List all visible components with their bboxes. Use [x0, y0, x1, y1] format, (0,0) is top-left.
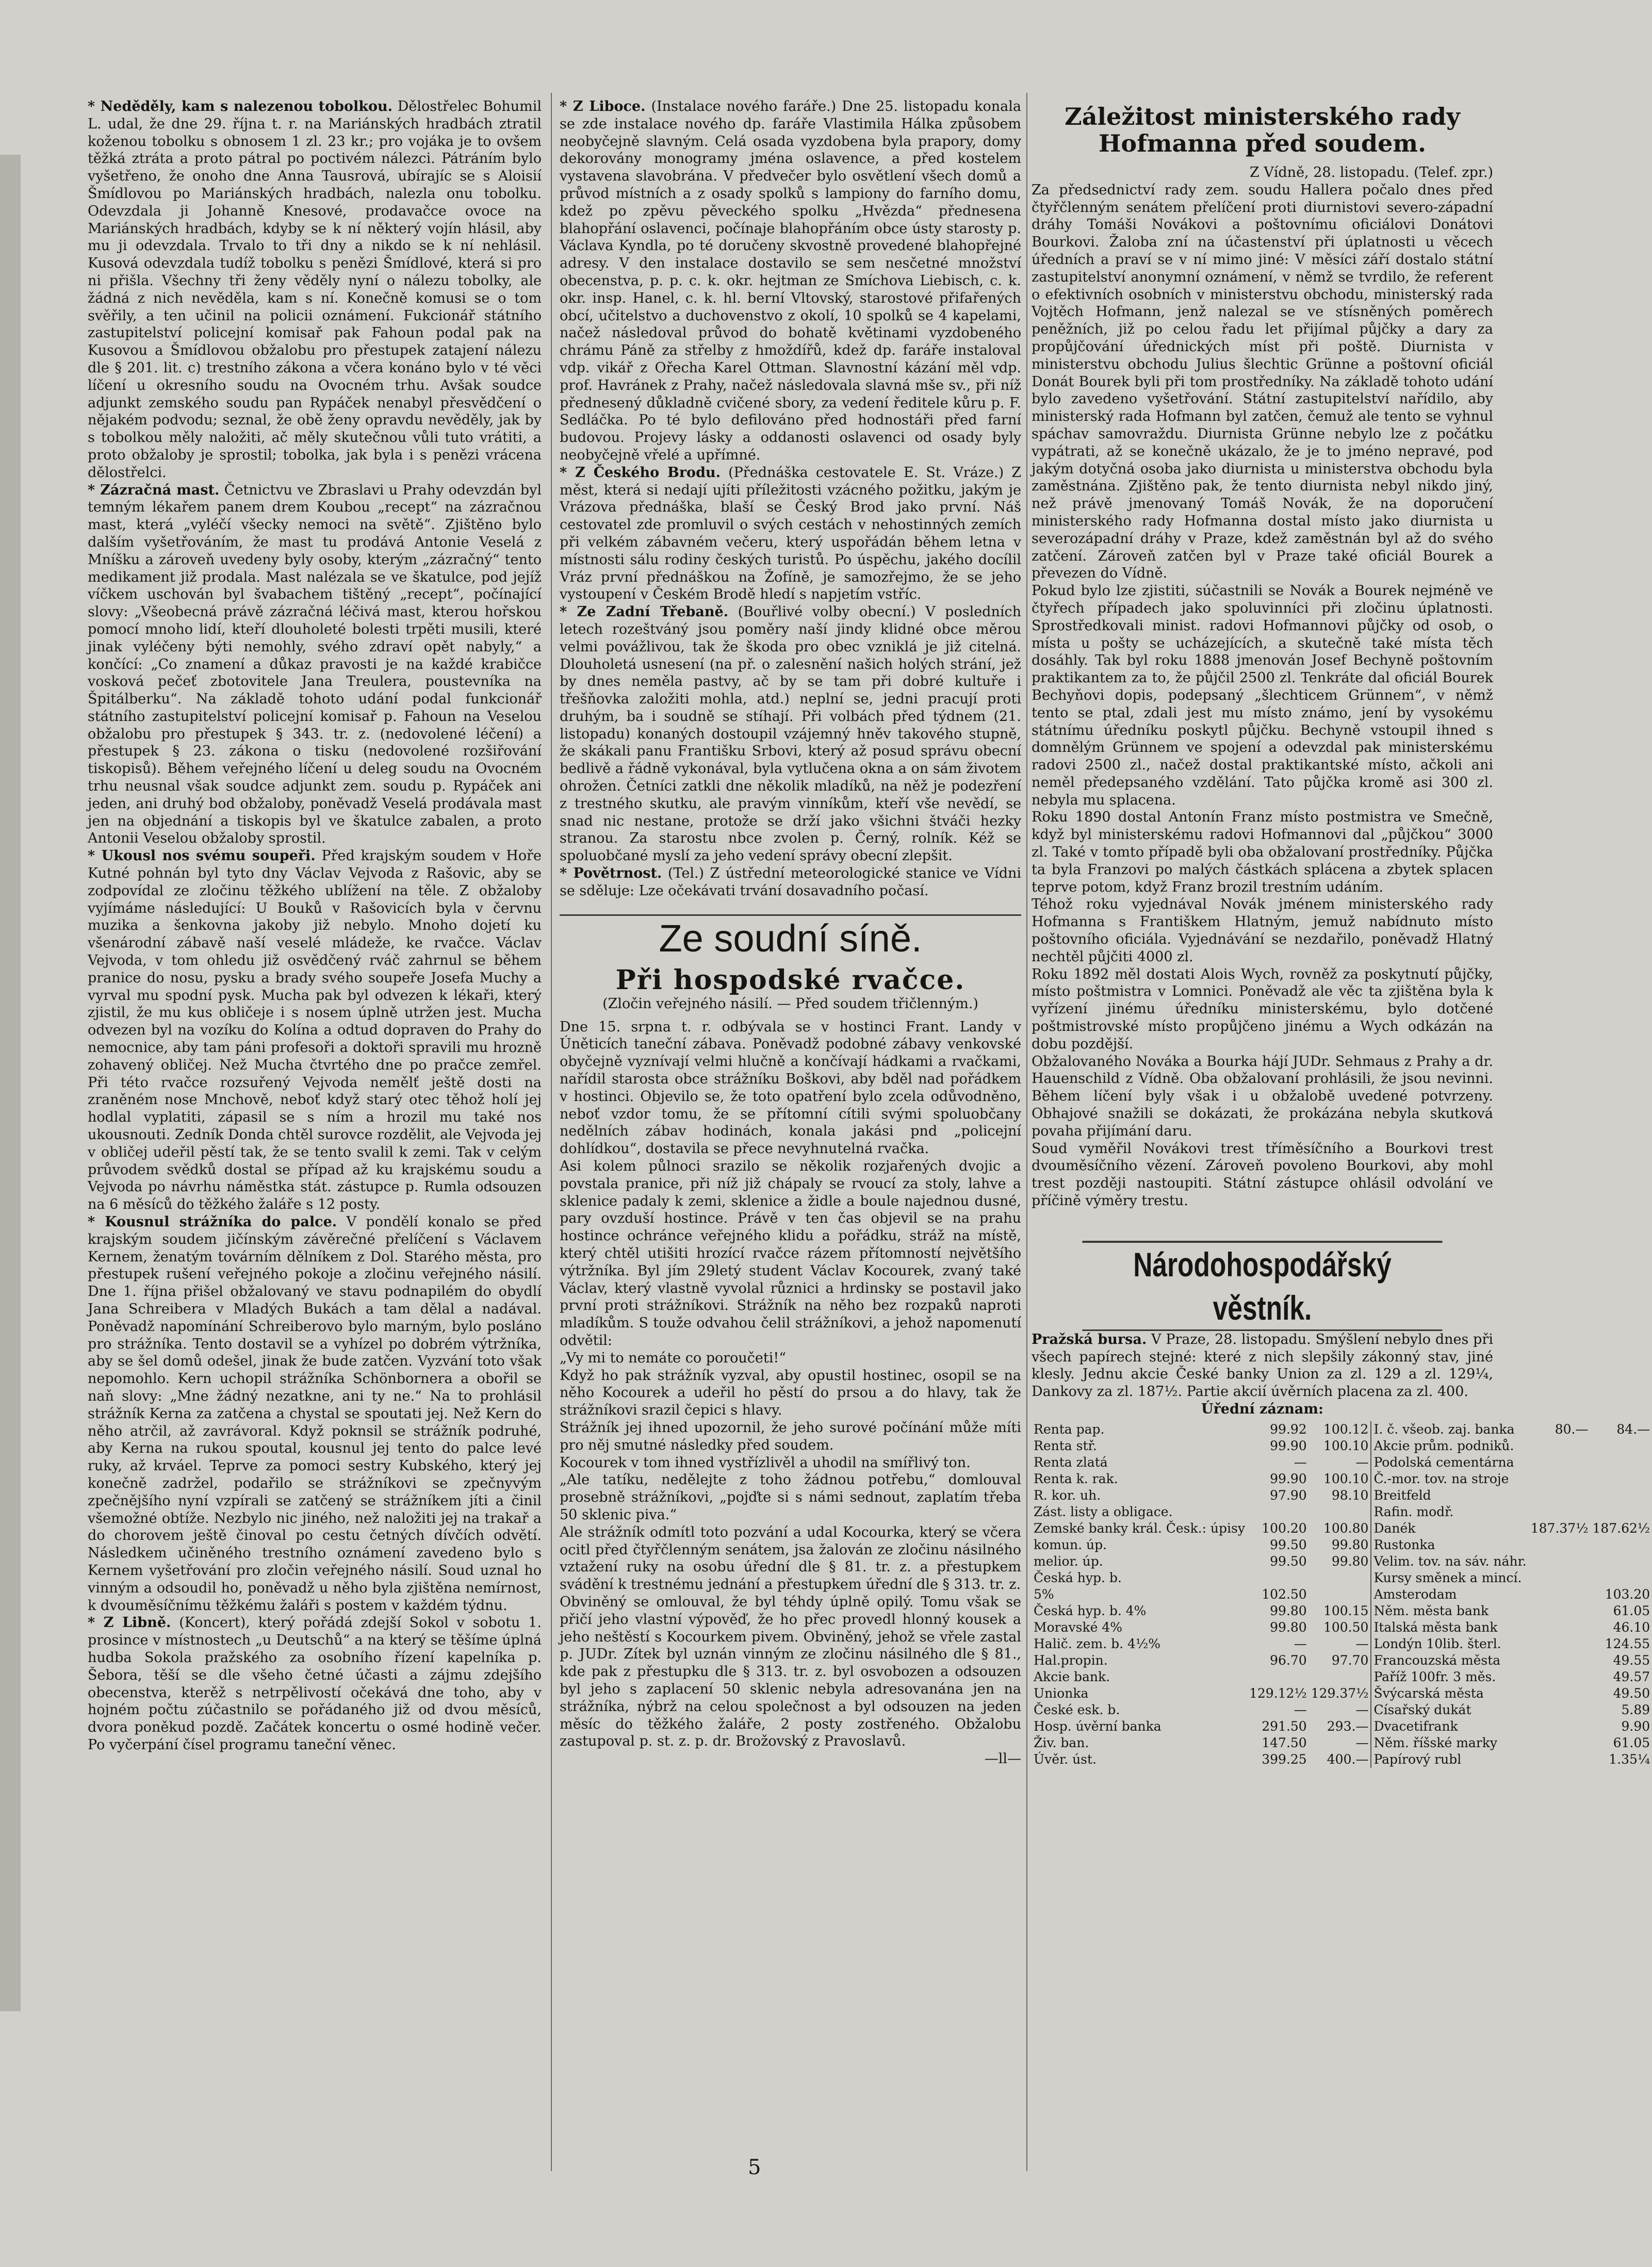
previous-page-edge	[0, 155, 21, 2011]
rates-cell: České esk. b.	[1034, 1702, 1120, 1717]
column-rule	[1026, 93, 1027, 2171]
rates-cell: Rustonka	[1371, 1537, 1528, 1553]
rates-cell: Česká hyp. b. 4%	[1034, 1603, 1147, 1618]
rates-row	[1032, 1487, 1652, 1504]
rates-cell: Francouzská města	[1371, 1652, 1528, 1669]
rates-cell: Švýcarská města	[1371, 1685, 1528, 1702]
rates-cell	[1590, 1454, 1652, 1471]
rates-row	[1032, 1652, 1652, 1669]
article-lost-wallet	[88, 98, 542, 482]
article-lead: Pražská bursa.	[1032, 1331, 1147, 1348]
rates-cell	[1529, 1718, 1591, 1735]
article-body: Četnictvu ve Zbraslavi u Prahy odevzdán byl temným lékařem panem drem Koubou „recept“ na zázračnou mast, která „vyléčí všecky nemoci na světě“. Zjištěno bylo dalším vyšetřováním, že mast tu prodává Antonie Veselá z Mníšku a zároveň uvedeny byly osoby, kterým „zázračný“ tento medikament již prodala. Mast nalézala se ve škatulce, pod jejíž víčkem uschován byl švabachem tištěný „recept“, počínající slovy: „Všeobecná právě zázračná léčivá mast, kterou hořskou pomocí mnoho lidí, kteří dlouholeté bolesti trpěti musili, které jinak vyléčeny býti nemohly, svého zdraví opět nabyly,“ a končící: „Co znamení a důkaz pravosti je na každé krabičce vosková pečeť zbotovitele Jana Treulera, poustevníka na Špitálberku“. Na základě tohoto udání podal funkcionář státního zastupitelství policejní komisař p. Fahoun na Veselou obžalobu pro přestupek § 343. tr. z. (nedovolené léčení) a přestupek § 23. zákona o tisku (nedovolené rozšiřování tiskopisů). Během veřejného líčení u deleg soudu na Ovocném trhu neusnal však soudce adjunkt zem. soudu p. Rypáček ani jeden, ani druhý bod obžaloby, poněvadž Veselá prodávala mast jen na objednání a tiskopis byl ve škatulce zabalen, a proto Antonii Veselou obžaloby sprostil.	[88, 482, 542, 847]
article-liboc	[560, 98, 1021, 464]
column-rule	[551, 93, 552, 2171]
article-zadni-treban	[560, 603, 1021, 865]
rates-cell	[1309, 1504, 1371, 1520]
rates-cell	[1529, 1586, 1591, 1603]
rates-cell	[1590, 1438, 1652, 1454]
article-lead: * Z Libně.	[88, 1615, 171, 1631]
rates-cell: 100.80	[1323, 1520, 1369, 1536]
rates-cell: 100.20	[1262, 1520, 1307, 1536]
rates-cell: 97.90	[1270, 1487, 1307, 1503]
story-paragraph: Dne 15. srpna t. r. odbývala se v hostinci Frant. Landy v Úněticích taneční zábava. Poněvadž podobné zábavy venkovské obyčejně vyznívají velmi hlučně a končívají hádkami a rvačkami, nařídil starosta obce strážníku Boškovi, aby bděl nad pořádkem v hostinci. Objevilo se, že toto opatření bylo zcela odůvodněno, neboť vzdor tomu, že se přítomní cítili svými spoluobčany nedělních zábav hodinách, konala jakási pnd „policejní dohlídkou“, dostavila se přece nevyhnutelná rvačka.	[560, 1018, 1021, 1157]
rates-cell: 99.90	[1270, 1471, 1307, 1486]
story-paragraph: Obviněný se omlouval, že byl téhdy úplně opilý. Tomu však se přičí jeho vlastní výpověď, že ho přec provedl hlonný kousek a jeho neštěstí s Kocourkem pivem. Obviněný, jehož se vřele zastal p. JUDr. Zítek byl uznán vinným ze zločinu násilného dle § 81., kde pak z přestupku dle § 313. tr. z. byl osvobozen a odsouzen byl jeho s zaplacení 50 sklenic nebyla adresovanána jen na strážníka, nýbrž na celou společnost a byl odsouzen na jeden měsíc do těžkého žaláře, 2 posty zostřeného. Obžalobu zastupoval p. st. z. p. dr. Brožovský z Pravoslavů.	[560, 1594, 1021, 1750]
article-lead: * Ukousl nos svému soupeři.	[88, 848, 316, 864]
burza-report	[1032, 1331, 1493, 1401]
article-body: (Koncert), který pořádá zdejší Sokol v sobotu 1. prosince v místnostech „u Deutschů“ a na který se těšíme úplná hudba Sokola pražského za osobního řízení kapelníka p. Šebora, těší se dle všeho četné účasti a zájmu zdejšího obecenstva, kterěž s netrpělivostí očekává dne toho, aby v hojném počtu zúčastnilo se pořádaného již od dvou měsíců, dvora poněkud pozdě. Začátek koncertu o osmé hodině večer. Po vyčerpání čísel programu taneční věnec.	[88, 1615, 542, 1753]
rates-cell	[1590, 1487, 1652, 1504]
rates-cell: —	[1355, 1636, 1369, 1651]
rates-cell	[1529, 1504, 1591, 1520]
rates-cell: Č.-mor. tov. na stroje	[1371, 1471, 1528, 1487]
article-bitten-guard	[88, 1213, 542, 1614]
rates-cell: Renta k. rak.	[1034, 1471, 1118, 1486]
rates-cell: 5.89	[1621, 1702, 1650, 1717]
story-paragraph: Strážník jej ihned upozornil, že jeho surové počínání může míti pro něj smutné následky před soudem.	[560, 1419, 1021, 1453]
rates-cell: Velim. tov. na sáv. náhr.	[1371, 1553, 1528, 1570]
rates-row	[1032, 1751, 1652, 1768]
article-paragraph: Téhož roku vyjednával Novák jménem ministerského rady Hofmanna s Františkem Hlatným, jemuž nabídnuto místo poštovního oficiála. Vyjednávání se nezdařilo, poněvadž Hlatný nechtěl půjčiti 4000 zl.	[1032, 896, 1493, 965]
rates-cell	[1529, 1454, 1591, 1471]
rates-cell: 61.05	[1613, 1735, 1650, 1750]
article-body: (Tel.) Z ústřední meteorologické stanice ve Vídni se sděluje: Lze očekávati trvání dosavadního počasí.	[560, 865, 1022, 899]
rates-cell: 84.—	[1616, 1421, 1650, 1437]
article-paragraph: Pokud bylo lze zjistiti, súčastnili se Novák a Bourek nejméně ve čtyřech případech jako spoluvinníci při zločinu úplatnosti. Sprostředkovali minist. radovi Hofmannovi půjčky od osob, o místa u pošty se ucházejících, a skutečně také místa těch dosáhly. Tak byl roku 1888 jmenován Josef Bechyně poštovním praktikantem za to, že půjčil 2500 zl. Tenkráte dal oficiál Bourek Bechyňovi dopis, podepsaný „šlechticem Grünnem“, v němž tento se ptal, zdali jest mu místo známo, jení by vysokému státnímu úředníku poskytl půjčku. Bechyně vstoupil ihned s domnělým Grünnem ve spojení a odevzdal pak ministerskému radovi 2500 zl., načež dostal praktikantské místo, ačkoli ani neměl předepsaného vzdělání. Tato půjčka kromě asi 300 zl. nebyla mu splacena.	[1032, 583, 1493, 808]
rates-cell	[1590, 1537, 1652, 1553]
column-3	[1032, 98, 1650, 2192]
rates-cell	[1590, 1471, 1652, 1487]
rates-cell: Něm. města bank	[1371, 1603, 1528, 1619]
rates-row	[1032, 1586, 1652, 1603]
rates-cell: Paříž 100fr. 3 měs.	[1371, 1669, 1528, 1685]
page-number: 5	[748, 2156, 761, 2179]
rates-cell: 99.80	[1331, 1553, 1369, 1569]
rates-cell	[1529, 1751, 1591, 1768]
article-paragraph: Soud vyměřil Novákovi trest tříměsíčního a Bourkovi trest dvouměsíčního vězení. Zároveň povoleno Bourkovi, aby mohl trest později nastoupiti. Státní zástupce ohlásil odvolání ve příčině výměry trestu.	[1032, 1140, 1493, 1209]
rates-cell: —	[1294, 1702, 1307, 1717]
rates-cell	[1529, 1603, 1591, 1619]
rates-cell: Rafin. modř.	[1371, 1504, 1528, 1520]
rates-cell: —	[1294, 1636, 1307, 1651]
rates-cell: Hosp. úvěrní banka	[1034, 1718, 1162, 1734]
rates-cell: —	[1294, 1454, 1307, 1470]
rates-cell	[1529, 1553, 1591, 1570]
rates-cell: —	[1355, 1454, 1369, 1470]
article-lead: * Neděděly, kam s nalezenou tobolkou.	[88, 98, 393, 114]
rates-cell	[1529, 1487, 1591, 1504]
rates-cell: Renta pap.	[1034, 1421, 1105, 1437]
rates-cell	[1529, 1652, 1591, 1669]
rates-cell: 99.90	[1270, 1438, 1307, 1453]
rates-cell: Zemské banky král. Česk.: úpisy	[1034, 1520, 1245, 1536]
article-body: (Instalace nového faráře.) Dne 25. listopadu konala se zde instalace nového dp. faráře Vlastimila Hálka způsobem neobyčejně slavným. Celá osada vyzdobena byla prapory, domy dekorovány monogramy jména oslavence, a před kostelem vystavena slavobrána. V předvečer bylo osvětlení všech domů a průvod místních a z osady spolků s lampiony do farního domu, kdež po zpěvu pěveckého spolku „Hvězda“ přednesena blahopřání oslavenci, počínaje blahopřáním obce ústy starosty p. Václava Kyndla, po té doručeny skvostně provedené blahopřejné adresy. V den instalace dostavilo se sem nesčetné množství obecenstva, p. p. c. k. okr. hejtman ze Smíchova Liebisch, c. k. okr. insp. Hanel, c. k. hl. berní Vltovský, starostové přifařených obcí, učitelstvo a duchovenstvo z okolí, 10 spolků se 4 kapelami, načež následoval průvod do bohatě květinami vyzdobeného chrámu Páně za střelby z hmoždířů, kdež dp. faráře instaloval vdp. vikář z Ořecha Karel Ottman. Slavnostní kázání měl vdp. prof. Havránek z Prahy, načež následovala slavná mše sv., při níž přednesený důkladně cvičené sbory, za vedení ředitele kůru p. F. Sedláčka. Po té bylo defilováno před hodnostáři před farní budovou. Projevy lásky a oddanosti oslavenci od osady byly neobyčejně vřelé a upřímné.	[560, 98, 1021, 463]
rates-cell: 5%	[1034, 1586, 1054, 1602]
rates-cell: 99.80	[1270, 1619, 1307, 1635]
rates-cell: —	[1355, 1735, 1369, 1750]
rates-cell: Papírový rubl	[1371, 1751, 1528, 1768]
rates-cell: 99.92	[1270, 1421, 1307, 1437]
rates-cell: Zást. listy a obligace.	[1034, 1504, 1173, 1519]
rates-cell: 100.50	[1323, 1619, 1369, 1635]
article-paragraph: Za předsednictví rady zem. soudu Hallera počalo dnes před čtyřčlenným senátem přelíčení proti diurnistovi severo-západní dráhy Tomáši Novákovi a poštovnímu oficiálovi Donátovi Bourkovi. Žaloba zní na účastenství při úplatnosti u věcech úředních a praví se v ní mimo jiné: V měsíci září dostalo státní zastupitelství anonymní oznámení, v němž se tvrdilo, že referent o efektivních osobních v ministerstvu obchodu, ministerský rada Vojtěch Hofmann, jenž nalezal se ve stísněných poměrech peněžních, již po celou řadu let přijímal půjčky a dary za propůjčování úřednických míst při poště. Diurnista v ministerstvu obchodu Julius šlechtic Grünne a poštovní oficiál Donát Bourek byli při tom prostředníky. Na základě tohoto udání bylo zavedeno vyšetřování. Státní zastupitelství nařídilo, aby ministerský rada Hofmann byl zatčen, čemuž ale tento se vyhnul spáchav samovraždu. Diurnista Grünne nebylo lze z počátku vypátrati, až se konečně ukázalo, že je to jméno nepravé, pod jakým dotyčná osoba jako diurnista u ministerstva obchodu byla zaměstnána. Zjištěno pak, že tento diurnista nebyl nikdo jiný, než právě jmenovaný Tomáš Novák, že na doporučení ministerského rady Hofmanna dostal místo jako diurnista u severozápadní dráhy v Praze, kdež zaměstnán byl až do svého zatčení. Zároveň zatčen byl v Praze také oficiál Bourek a převezen do Vídně.	[1032, 182, 1493, 582]
article-body: Dělostřelec Bohumil L. udal, že dne 29. října t. r. na Mariánských hradbách ztratil koženou tobolku s obnosem 1 zl. 23 kr.; pro vojáka je to ovšem těžká ztráta a proto pátral po poctivém nálezci. Pátráním bylo vyšetřeno, že onoho dne Anna Tausrová, ubírajíc se s Aloisií Šmídlovou po Mariánských hradbách, nalezla onu tobolku. Odevzdala ji Johanně Knesové, prodavačce ovoce na Mariánských hradbách, kdyby se k ní některý vojín hlásil, aby mu ji odevzdala. Trvalo to tři dny a nikdo se k ní nehlásil. Kusová odevzdala tudíž tobolku s penězi Šmídlové, která si pro ni přišla. Všechny tři ženy věděly nyní o nálezu tobolky, ale žádná z nich nevěděla, kam s ní. Konečně komusi se o tom svěřily, a ten učinil na policii oznámení. Fukcionář státního zastupitelství policejní komisař pak Fahoun podal pak na Kusovou a Šmídlovou obžalobu pro přestupek zatajení nálezu dle § 201. lit. c) trestního zákona a včera konáno bylo v té věci líčení u okresního soudu na Ovocném trhu. Avšak soudce adjunkt zemského soudu pan Rypáček nenabyl přesvědčení o nějakém podvodu; seznal, že obě ženy opravdu nevěděly, jak by s tobolkou měly naložiti, ač měly skutečnou vůli tuto vrátiti, a proto obžaloby je sprostil; tobolka, jak byla i s penězi vrácena dělostřelci.	[88, 98, 542, 481]
rates-cell: Londýn 10lib. šterl.	[1371, 1636, 1528, 1652]
article-liben-concert	[88, 1614, 542, 1753]
rates-cell	[1590, 1553, 1652, 1570]
rates-cell: Renta stř.	[1034, 1438, 1097, 1453]
story-paragraph: „Vy mi to nemáte co poroučeti!“	[560, 1350, 787, 1366]
rates-cell: melior. úp.	[1034, 1553, 1103, 1569]
rates-cell	[1247, 1504, 1309, 1520]
story-paragraph: Kocourek v tom ihned vystřízlivěl a uhodil na smířlivý ton.	[560, 1454, 971, 1471]
rates-row	[1032, 1619, 1652, 1636]
rates-cell: 98.10	[1331, 1487, 1369, 1503]
story-paragraph: Když ho pak strážník vyzval, aby opustil hostinec, osopil se na něho Kocourek a udeřil ho pěstí do prsou a do hlavy, tak že strážníkovi srazil čepici s hlavy.	[560, 1367, 1021, 1419]
rates-row	[1032, 1553, 1652, 1570]
article-lead: * Z Liboce.	[560, 98, 646, 114]
story-signature: —ll—	[984, 1751, 1021, 1767]
story-paragraph: „Ale tatíku, nedělejte z toho žádnou potřebu,“ domlouval prosebně strážníkovi, „pojďte si s námi sednout, zaplatím třeba 50 sklenic piva.“	[560, 1472, 1021, 1523]
rates-cell: Něm. říšské marky	[1371, 1735, 1528, 1751]
rates-cell: 129.12½	[1249, 1685, 1307, 1701]
section-title-economic: Národohospodářský věstník.	[1082, 1241, 1442, 1331]
rates-cell: 293.—	[1327, 1718, 1369, 1734]
rates-cell: Halič. zem. b. 4½%	[1034, 1636, 1160, 1651]
rates-cell: 187.37½	[1530, 1520, 1589, 1536]
rates-row	[1032, 1702, 1652, 1718]
rates-cell	[1309, 1586, 1371, 1603]
rates-cell: 99.50	[1270, 1553, 1307, 1569]
rates-cell: Podolská cementárna	[1371, 1454, 1528, 1471]
rates-cell: Živ. ban.	[1034, 1735, 1089, 1750]
article-lead: * Kousnul strážníka do palce.	[88, 1214, 337, 1230]
rates-cell: Dvacetifrank	[1371, 1718, 1528, 1735]
rates-cell: Unionka	[1034, 1685, 1089, 1701]
rates-row	[1032, 1570, 1652, 1586]
rates-cell: 291.50	[1262, 1718, 1307, 1734]
rates-cell	[1529, 1636, 1591, 1652]
rates-cell: 9.90	[1621, 1718, 1650, 1734]
article-body: V Praze, 28. listopadu. Smýšlení nebylo dnes při všech papírech stejné: které z nich slepšily zákonný stav, jiné klesly. Jednu akcie České banky Union za zl. 129 a zl. 129¼, Dankovy za zl. 187½. Partie akcií úvěrních placena za zl. 400.	[1032, 1331, 1493, 1400]
rates-table	[1032, 1421, 1652, 1768]
story-paragraph: Ale strážník odmítl toto pozvání a udal Kocourka, který se včera ocitl před čtyřčlenným senátem, jsa žalován ze zločinu násilného vztažení ruky na osobu úřední dle § 81. tr. z. a přestupkem svádění k trestnému jednání a přestupkem úřední dle § 313. tr. z.	[560, 1524, 1021, 1593]
rates-row	[1032, 1471, 1652, 1487]
article-dateline: Z Vídně, 28. listopadu. (Telef. zpr.)	[1249, 165, 1493, 180]
article-paragraph: Obžalovaného Nováka a Bourka hájí JUDr. Sehmaus z Prahy a dr. Hauenschild z Vídně. Oba obžalovaní prohlásili, že jsou nevinni. Během líčení byly však i u obžalobě uvedené potvrzeny. Obhajové snažili se dokázati, že prokázána nebyla skutková povaha přijímání daru.	[1032, 1053, 1493, 1139]
rates-cell: —	[1355, 1702, 1369, 1717]
rates-cell	[1529, 1471, 1591, 1487]
rates-cell: Breitfeld	[1371, 1487, 1528, 1504]
rates-cell	[1529, 1438, 1591, 1454]
rates-cell: Císařský dukát	[1371, 1702, 1528, 1718]
story-deck: (Zločin veřejného násilí. — Před soudem třičlenným.)	[602, 995, 978, 1012]
article-bitten-nose	[88, 847, 542, 1213]
rates-cell: 49.50	[1613, 1685, 1650, 1701]
rates-row	[1032, 1718, 1652, 1735]
rates-cell: Amsterodam	[1371, 1586, 1528, 1603]
rates-cell: Česká hyp. b.	[1034, 1570, 1122, 1585]
column-1	[88, 98, 542, 2192]
rates-cell: R. kor. uh.	[1034, 1487, 1101, 1503]
rates-row	[1032, 1669, 1652, 1685]
article-miracle-salve	[88, 482, 542, 848]
rates-cell: 49.57	[1613, 1669, 1650, 1684]
rates-cell	[1309, 1570, 1371, 1586]
rates-row	[1032, 1421, 1652, 1438]
rates-cell: 61.05	[1613, 1603, 1650, 1618]
rates-row	[1032, 1603, 1652, 1619]
article-body: Před krajským soudem v Hoře Kutné pohnán byl tyto dny Václav Vejvoda z Rašovic, aby se zodpovídal ze zločinu těžkého ublížení na těle. Z obžaloby vyjímáme následující: U Bouků v Rašovicích byla v červnu muzika a šenkovna jakoby již nebylo. Mnoho dojetí ku všenárodní zábavě naší veselé mládeže, ke rvačce. Václav Vejvoda, v tom ohledu již osvědčený rváč zahrnul se během pranice do nosu, pysku a brady svého soupeře Josefa Muchy a vyrval mu spodní pysk. Mucha pak byl odvezen k lékaři, který zjistil, že mu kus obličeje i s nosem úplně utržen jest. Mucha odvezen byl na vozíku do Kolína a odtud dopraven do Prahy do nemocnice, aby tam páni profesoři a doktoři spravili mu hrozně zohavený obličej. Než Mucha čtvrtého dne po pračce zemřel. Při této rvačce rozsuřený Vejvoda nemělť ještě dosti na zraněném nose Mnchově, neboť když starý otec těhož holí jej hodlal vyplatiti, zápasil se s ním a hrozil mu také nos ukousnouti. Zedník Donda chtěl surovce rozdělit, ale Vejvoda jej v obličej udeřil pěstí tak, že se tento svalil k zemi. Tak v celým průvodem svědků dostal se případ až ku krajskému soudu a Vejvoda po návrhu náměstka stát. zástupce p. Rumla odsouzen na 6 měsíců do těžkého žaláře s 12 posty.	[88, 848, 542, 1213]
story-paragraph: Asi kolem půlnoci srazilo se několik rozjařených dvojic a povstala pranice, při níž již chápaly se rvoucí za stoly, lahve a sklenice padaly k zemi, sklenice a židle a boule najednou dusné, pary ovzduší hostince. Právě v ten čas objevil se na prahu hostince ochránce veřejného klidu a pořádku, stráž na místě, který chtěl utišiti hrozící rvačce rázem přítomností největšího výtržníka. Byl jím 29letý student Václav Kocourek, zvaný také Václav, který vlastně vyvolal různici a hrdinsky se postavil jako první proti strážníkovi. Strážník na něho bez rozpaků naproti mladíkům. S touže odvahou čelil strážníkovi, a jehož napomenutí odvětil:	[560, 1158, 1021, 1349]
rates-row	[1032, 1735, 1652, 1751]
story-title: Při hospodské rvačce.	[615, 964, 966, 996]
rates-cell: Moravské 4%	[1034, 1619, 1123, 1635]
rates-heading: Úřední záznam:	[1201, 1401, 1323, 1417]
rates-cell	[1247, 1669, 1309, 1685]
rates-cell	[1590, 1504, 1652, 1520]
rates-cell	[1590, 1570, 1652, 1586]
rates-cell: 99.50	[1270, 1537, 1307, 1552]
article-lead: * Z Českého Brodu.	[560, 464, 721, 481]
rates-cell: komun. úp.	[1034, 1537, 1107, 1552]
rates-cell	[1529, 1669, 1591, 1685]
rates-row	[1032, 1454, 1652, 1471]
rates-cell	[1529, 1685, 1591, 1702]
rates-cell: 99.80	[1331, 1537, 1369, 1552]
rates-cell: Úvěr. úst.	[1034, 1751, 1097, 1767]
rates-cell: Akcie prům. podniků.	[1371, 1438, 1528, 1454]
rates-row	[1032, 1504, 1652, 1520]
rates-cell: 400.—	[1327, 1751, 1369, 1767]
rates-cell: 187.62½	[1592, 1520, 1650, 1536]
rates-cell: Danék	[1371, 1520, 1528, 1537]
rates-cell: 100.12	[1323, 1421, 1369, 1437]
rates-row	[1032, 1636, 1652, 1652]
rates-cell: 100.10	[1323, 1438, 1369, 1453]
rates-cell: 124.55	[1605, 1636, 1650, 1651]
rates-cell: 1.35¼	[1609, 1751, 1650, 1767]
section-title-court: Ze soudní síně.	[560, 914, 1021, 961]
rates-row	[1032, 1685, 1652, 1702]
article-body: (Přednáška cestovatele E. St. Vráze.) Z měst, která si nedají ujíti příležitosti vzácného požitku, jakým je Vrázova přednáška, blaší se Český Brod jako první. Náš cestovatel zde promluvil o svých cestách v nehostinných zemích při velkém zábavném večeru, který uspořádán během letna v místnosti sálu rodiny českých turistů. Po úspěchu, jakého docílil Vráz první přednáškou na Žofíně, je samozřejmo, že se jeho vystoupení v Českém Brodě hledí s napjetím vstříc.	[560, 464, 1021, 603]
rates-row	[1032, 1438, 1652, 1454]
rates-cell: 49.55	[1613, 1652, 1650, 1668]
rates-cell: 97.70	[1331, 1652, 1369, 1668]
article-weather	[560, 865, 1021, 900]
rates-cell: 46.10	[1613, 1619, 1650, 1635]
rates-cell: Italská města bank	[1371, 1619, 1528, 1636]
rates-cell: 100.10	[1323, 1471, 1369, 1486]
rates-cell	[1529, 1619, 1591, 1636]
rates-cell	[1529, 1702, 1591, 1718]
rates-cell: 147.50	[1262, 1735, 1307, 1750]
rates-row	[1032, 1537, 1652, 1553]
article-lead: * Zázračná mast.	[88, 482, 220, 498]
article-title-hofmann: Záležitost ministerského rady Hofmanna před soudem.	[1065, 103, 1460, 157]
rates-cell: Renta zlatá	[1034, 1454, 1108, 1470]
rates-cell: 80.—	[1555, 1421, 1589, 1437]
article-lead: * Ze Zadní Třebaně.	[560, 604, 729, 620]
article-paragraph: Roku 1892 měl dostati Alois Wych, rovněž za poskytnutí půjčky, místo poštmistra v Lomnici. Poněvadž ale věc ta zjištěna byla k vyřízení jinému úředníku ministerskému, bylo dotčené poštmistrovské místo propůjčeno jinému a Wych odkázán na dobu pozdější.	[1032, 966, 1493, 1052]
article-body: V pondělí konalo se před krajským soudem jičínským závěrečné přelíčení s Václavem Kernem, ženatým továrním dělníkem z Dol. Starého města, pro přestupek rušení veřejného pokoje a zločinu veřejného násilí. Dne 1. října přišel obžalovaný ve stavu podnapilém do obydlí Jana Schreibera v Mladých Bukách a tam dělal a nadával. Poněvadž napomínání Schreiberovo bylo marným, bylo posláno pro strážníka. Tento dostavil se a vyhízel po dobrém výtržníka, aby se šel domů odešel, jinak že bude zatčen. Vyzvání toto však nepomohlo. Kern uchopil strážníka Schönbornera a obořil se naň slovy: „Mne žádný nezatkne, ani ty ne.“ Na to prohlásil strážník Kerna za zatčena a chystal se spoutati jej. Než Kern do něho atrčil, až zavrávoral. Když poknsil se strážník podruhé, aby Kerna na rukou spoutal, kousnul jej tento do palce levé ruky, až krváel. Teprve za pomoci sestry Kubského, který jej konečně zadržel, podařilo se strážníkovi se zpečnyvým zpečnějšího nyní vzpírali se zatčený se strážníkem jíti a činil všemožné obtíže. Nezbylo nic jiného, než naložiti jej na trakař a do chorovem ještě činoval po cestu četných dívčích odvětí. Následkem učiněného trestního oznámení zavedeno bylo s Kernem vyšetřování pro zločin veřejného násilí. Soud uznal ho vinným a odsoudil ho, poněvadž u něho byla zjištěna nemírnost, k dvouměsíčnímu těžkému žaláři s postem v každém týdnu.	[88, 1214, 542, 1614]
rates-cell: Hal.propin.	[1034, 1652, 1108, 1668]
rates-cell	[1309, 1669, 1371, 1685]
rates-row	[1032, 1520, 1652, 1537]
rates-cell: 103.20	[1605, 1586, 1650, 1602]
rates-cell	[1529, 1570, 1591, 1586]
rates-cell: 102.50	[1262, 1586, 1307, 1602]
rates-cell	[1529, 1537, 1591, 1553]
rates-cell: 399.25	[1262, 1751, 1307, 1767]
rates-cell: 129.37½	[1311, 1685, 1369, 1701]
rates-cell: Akcie bank.	[1034, 1669, 1110, 1684]
rates-cell: 99.80	[1270, 1603, 1307, 1618]
rates-cell	[1247, 1570, 1309, 1586]
article-cesky-brod	[560, 464, 1021, 603]
rates-cell: I. č. všeob. zaj. banka	[1371, 1421, 1528, 1438]
rates-cell: 96.70	[1270, 1652, 1307, 1668]
article-body: (Bouřlivé volby obecní.) V posledních letech rozeštváný jsou poměry naší jindy klidné obce měrou velmi povážlivou, tak že škoda pro obec vzniklá je již citelná. Dlouholetá usnesení (na př. o zalesnění našich holých strání, jež by dnes neměla pastvy, ač by se tam při dobré kultuře i třešňovka založiti mohla, atd.) neplní se, jedni pracují proti druhým, ba i soudně se stíhají. Při volbách před týdnem (21. listopadu) konaných dostoupil vzájemný hněv takového stupně, že skákali panu Františku Srbovi, který až posud správu obecní bedlivě a řádně vykonával, byla vytlučena okna a on sám životem ohrožen. Četníci zatkli dne několik mladíků, na něž je podezření z trestného skutku, ale pravým vinníkům, kteří vše nevědí, se snad nic nestane, protože se drží jako všichni štváči hezky stranou. Za starostu nbce zvolen p. Černý, rolník. Kéž se spoluobčané myslí za jeho vedení správy obecní zlepšit.	[560, 604, 1021, 864]
rates-cell	[1529, 1735, 1591, 1751]
article-paragraph: Roku 1890 dostal Antonín Franz místo postmistra ve Smečně, když byl ministerskému radovi Hofmannovi dal „půjčkou“ 3000 zl. Také v tomto případě byli oba obžalovaní prostředníky. Půjčka ta byla Franzovi po malých částkách splácena a zbytek splacen teprve potom, když Franz brozil trestním udáním.	[1032, 809, 1493, 895]
column-2	[560, 98, 1021, 2192]
rates-cell: 100.15	[1323, 1603, 1369, 1618]
article-lead: * Povětrnost.	[560, 865, 662, 882]
rates-cell: Kursy směnek a mincí.	[1371, 1570, 1528, 1586]
